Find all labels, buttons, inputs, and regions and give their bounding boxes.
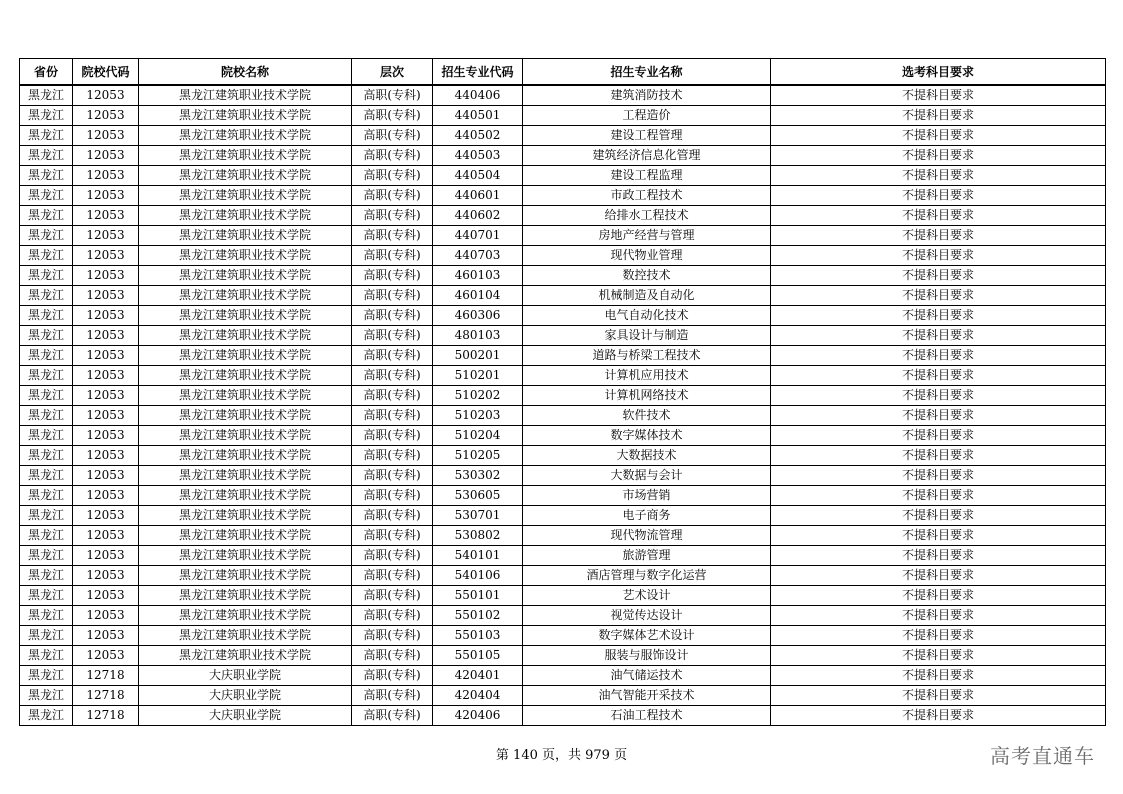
table-row [20, 666, 1106, 686]
cell-school-code: 12053 [73, 126, 139, 146]
cell-school-name: 黑龙江建筑职业技术学院 [139, 246, 352, 266]
table-row [20, 266, 1106, 286]
cell-major-code: 550102 [433, 606, 523, 626]
cell-school-code: 12053 [73, 546, 139, 566]
table-row [20, 346, 1106, 366]
cell-school-name: 黑龙江建筑职业技术学院 [139, 606, 352, 626]
table-body [20, 85, 1106, 726]
header-major-code: 招生专业代码 [433, 59, 523, 86]
cell-subject-requirement: 不提科目要求 [771, 186, 1106, 206]
cell-school-code: 12718 [73, 666, 139, 686]
cell-province: 黑龙江 [20, 626, 73, 646]
table-row [20, 186, 1106, 206]
cell-province: 黑龙江 [20, 206, 73, 226]
cell-province: 黑龙江 [20, 666, 73, 686]
cell-school-code: 12053 [73, 186, 139, 206]
cell-school-code: 12053 [73, 286, 139, 306]
cell-level: 高职(专科) [352, 206, 433, 226]
cell-school-name: 黑龙江建筑职业技术学院 [139, 466, 352, 486]
cell-major-code: 420406 [433, 706, 523, 726]
cell-major-name: 现代物流管理 [523, 526, 771, 546]
header-province: 省份 [20, 59, 73, 86]
table-row [20, 466, 1106, 486]
table-row [20, 366, 1106, 386]
cell-province: 黑龙江 [20, 586, 73, 606]
cell-province: 黑龙江 [20, 646, 73, 666]
cell-major-code: 420401 [433, 666, 523, 686]
cell-subject-requirement: 不提科目要求 [771, 526, 1106, 546]
cell-major-name: 房地产经营与管理 [523, 226, 771, 246]
cell-school-code: 12053 [73, 246, 139, 266]
cell-major-code: 510204 [433, 426, 523, 446]
cell-subject-requirement: 不提科目要求 [771, 626, 1106, 646]
cell-major-code: 440502 [433, 126, 523, 146]
cell-school-name: 黑龙江建筑职业技术学院 [139, 646, 352, 666]
cell-major-name: 大数据技术 [523, 446, 771, 466]
cell-school-code: 12053 [73, 106, 139, 126]
cell-level: 高职(专科) [352, 126, 433, 146]
cell-school-name: 黑龙江建筑职业技术学院 [139, 586, 352, 606]
cell-school-code: 12053 [73, 466, 139, 486]
table-row [20, 126, 1106, 146]
cell-school-name: 黑龙江建筑职业技术学院 [139, 206, 352, 226]
cell-level: 高职(专科) [352, 666, 433, 686]
cell-subject-requirement: 不提科目要求 [771, 646, 1106, 666]
cell-province: 黑龙江 [20, 386, 73, 406]
cell-subject-requirement: 不提科目要求 [771, 326, 1106, 346]
cell-level: 高职(专科) [352, 486, 433, 506]
cell-major-name: 建设工程管理 [523, 126, 771, 146]
cell-major-name: 机械制造及自动化 [523, 286, 771, 306]
cell-school-name: 黑龙江建筑职业技术学院 [139, 626, 352, 646]
cell-subject-requirement: 不提科目要求 [771, 226, 1106, 246]
cell-subject-requirement: 不提科目要求 [771, 466, 1106, 486]
header-school-name: 院校名称 [139, 59, 352, 86]
cell-subject-requirement: 不提科目要求 [771, 366, 1106, 386]
cell-level: 高职(专科) [352, 406, 433, 426]
cell-province: 黑龙江 [20, 186, 73, 206]
table-header-row [20, 59, 1106, 86]
cell-province: 黑龙江 [20, 466, 73, 486]
cell-school-code: 12053 [73, 526, 139, 546]
cell-school-code: 12053 [73, 426, 139, 446]
cell-major-code: 510202 [433, 386, 523, 406]
cell-school-code: 12053 [73, 85, 139, 106]
cell-school-code: 12053 [73, 226, 139, 246]
table-row [20, 106, 1106, 126]
cell-major-name: 建筑消防技术 [523, 85, 771, 106]
cell-major-name: 软件技术 [523, 406, 771, 426]
cell-level: 高职(专科) [352, 85, 433, 106]
cell-school-name: 黑龙江建筑职业技术学院 [139, 406, 352, 426]
cell-subject-requirement: 不提科目要求 [771, 406, 1106, 426]
cell-school-name: 黑龙江建筑职业技术学院 [139, 326, 352, 346]
cell-province: 黑龙江 [20, 686, 73, 706]
cell-major-name: 家具设计与制造 [523, 326, 771, 346]
cell-province: 黑龙江 [20, 706, 73, 726]
table-row [20, 606, 1106, 626]
cell-subject-requirement: 不提科目要求 [771, 666, 1106, 686]
header-subject-requirement: 选考科目要求 [771, 59, 1106, 86]
cell-major-name: 数字媒体艺术设计 [523, 626, 771, 646]
cell-school-code: 12053 [73, 626, 139, 646]
cell-school-name: 大庆职业学院 [139, 686, 352, 706]
cell-province: 黑龙江 [20, 146, 73, 166]
cell-school-code: 12053 [73, 506, 139, 526]
cell-level: 高职(专科) [352, 266, 433, 286]
cell-major-code: 440701 [433, 226, 523, 246]
table-row [20, 566, 1106, 586]
cell-subject-requirement: 不提科目要求 [771, 246, 1106, 266]
cell-level: 高职(专科) [352, 606, 433, 626]
cell-subject-requirement: 不提科目要求 [771, 126, 1106, 146]
cell-province: 黑龙江 [20, 286, 73, 306]
cell-subject-requirement: 不提科目要求 [771, 486, 1106, 506]
cell-major-name: 石油工程技术 [523, 706, 771, 726]
cell-major-name: 旅游管理 [523, 546, 771, 566]
cell-school-code: 12053 [73, 646, 139, 666]
cell-subject-requirement: 不提科目要求 [771, 85, 1106, 106]
cell-province: 黑龙江 [20, 306, 73, 326]
cell-major-code: 440703 [433, 246, 523, 266]
cell-major-code: 420404 [433, 686, 523, 706]
table-row [20, 486, 1106, 506]
table-row [20, 406, 1106, 426]
cell-major-code: 460306 [433, 306, 523, 326]
table-row [20, 226, 1106, 246]
cell-school-name: 黑龙江建筑职业技术学院 [139, 126, 352, 146]
cell-school-code: 12053 [73, 386, 139, 406]
table-row [20, 526, 1106, 546]
cell-level: 高职(专科) [352, 586, 433, 606]
cell-subject-requirement: 不提科目要求 [771, 386, 1106, 406]
cell-school-name: 黑龙江建筑职业技术学院 [139, 506, 352, 526]
cell-level: 高职(专科) [352, 186, 433, 206]
cell-subject-requirement: 不提科目要求 [771, 706, 1106, 726]
cell-school-code: 12053 [73, 206, 139, 226]
cell-major-name: 酒店管理与数字化运营 [523, 566, 771, 586]
cell-level: 高职(专科) [352, 646, 433, 666]
cell-major-name: 计算机应用技术 [523, 366, 771, 386]
cell-subject-requirement: 不提科目要求 [771, 106, 1106, 126]
table-row [20, 166, 1106, 186]
cell-school-name: 黑龙江建筑职业技术学院 [139, 286, 352, 306]
cell-province: 黑龙江 [20, 406, 73, 426]
cell-level: 高职(专科) [352, 146, 433, 166]
cell-subject-requirement: 不提科目要求 [771, 606, 1106, 626]
cell-major-code: 530802 [433, 526, 523, 546]
cell-level: 高职(专科) [352, 306, 433, 326]
cell-school-name: 黑龙江建筑职业技术学院 [139, 366, 352, 386]
cell-major-name: 艺术设计 [523, 586, 771, 606]
cell-school-name: 黑龙江建筑职业技术学院 [139, 426, 352, 446]
cell-school-name: 大庆职业学院 [139, 706, 352, 726]
table-row [20, 506, 1106, 526]
cell-major-name: 数字媒体技术 [523, 426, 771, 446]
cell-province: 黑龙江 [20, 426, 73, 446]
table-row [20, 306, 1106, 326]
table-row [20, 286, 1106, 306]
cell-major-code: 480103 [433, 326, 523, 346]
cell-school-name: 黑龙江建筑职业技术学院 [139, 166, 352, 186]
cell-major-name: 现代物业管理 [523, 246, 771, 266]
cell-major-code: 440602 [433, 206, 523, 226]
cell-major-code: 440504 [433, 166, 523, 186]
cell-major-name: 视觉传达设计 [523, 606, 771, 626]
cell-major-code: 440601 [433, 186, 523, 206]
table-row [20, 246, 1106, 266]
cell-level: 高职(专科) [352, 386, 433, 406]
cell-major-code: 530701 [433, 506, 523, 526]
cell-level: 高职(专科) [352, 166, 433, 186]
cell-subject-requirement: 不提科目要求 [771, 446, 1106, 466]
table-row [20, 546, 1106, 566]
cell-school-name: 黑龙江建筑职业技术学院 [139, 566, 352, 586]
cell-school-name: 黑龙江建筑职业技术学院 [139, 85, 352, 106]
cell-subject-requirement: 不提科目要求 [771, 166, 1106, 186]
cell-province: 黑龙江 [20, 226, 73, 246]
cell-level: 高职(专科) [352, 326, 433, 346]
table-row [20, 326, 1106, 346]
cell-school-code: 12053 [73, 446, 139, 466]
cell-province: 黑龙江 [20, 85, 73, 106]
table-row [20, 146, 1106, 166]
cell-subject-requirement: 不提科目要求 [771, 206, 1106, 226]
cell-school-code: 12053 [73, 566, 139, 586]
table-row [20, 586, 1106, 606]
cell-level: 高职(专科) [352, 526, 433, 546]
cell-province: 黑龙江 [20, 106, 73, 126]
cell-school-name: 黑龙江建筑职业技术学院 [139, 266, 352, 286]
cell-province: 黑龙江 [20, 546, 73, 566]
cell-school-code: 12053 [73, 406, 139, 426]
cell-school-code: 12053 [73, 486, 139, 506]
table-row [20, 686, 1106, 706]
cell-school-code: 12053 [73, 166, 139, 186]
cell-level: 高职(专科) [352, 426, 433, 446]
table-row [20, 446, 1106, 466]
cell-major-code: 500201 [433, 346, 523, 366]
cell-major-code: 530605 [433, 486, 523, 506]
cell-level: 高职(专科) [352, 706, 433, 726]
cell-school-code: 12053 [73, 326, 139, 346]
cell-major-code: 440406 [433, 85, 523, 106]
cell-school-name: 大庆职业学院 [139, 666, 352, 686]
table-row [20, 85, 1106, 106]
cell-province: 黑龙江 [20, 446, 73, 466]
cell-province: 黑龙江 [20, 506, 73, 526]
cell-level: 高职(专科) [352, 226, 433, 246]
cell-major-code: 510205 [433, 446, 523, 466]
cell-level: 高职(专科) [352, 366, 433, 386]
cell-school-name: 黑龙江建筑职业技术学院 [139, 346, 352, 366]
cell-major-name: 道路与桥梁工程技术 [523, 346, 771, 366]
cell-major-name: 工程造价 [523, 106, 771, 126]
cell-major-code: 550103 [433, 626, 523, 646]
cell-major-name: 服装与服饰设计 [523, 646, 771, 666]
header-level: 层次 [352, 59, 433, 86]
cell-school-name: 黑龙江建筑职业技术学院 [139, 226, 352, 246]
cell-major-code: 530302 [433, 466, 523, 486]
table-row [20, 626, 1106, 646]
cell-subject-requirement: 不提科目要求 [771, 266, 1106, 286]
cell-major-code: 460103 [433, 266, 523, 286]
cell-level: 高职(专科) [352, 626, 433, 646]
cell-school-code: 12053 [73, 366, 139, 386]
cell-school-code: 12053 [73, 306, 139, 326]
cell-major-name: 市政工程技术 [523, 186, 771, 206]
cell-province: 黑龙江 [20, 346, 73, 366]
cell-province: 黑龙江 [20, 266, 73, 286]
cell-school-code: 12718 [73, 706, 139, 726]
cell-major-name: 给排水工程技术 [523, 206, 771, 226]
cell-school-name: 黑龙江建筑职业技术学院 [139, 306, 352, 326]
cell-subject-requirement: 不提科目要求 [771, 346, 1106, 366]
cell-major-name: 大数据与会计 [523, 466, 771, 486]
cell-level: 高职(专科) [352, 686, 433, 706]
cell-province: 黑龙江 [20, 166, 73, 186]
cell-subject-requirement: 不提科目要求 [771, 586, 1106, 606]
cell-major-code: 550101 [433, 586, 523, 606]
cell-level: 高职(专科) [352, 506, 433, 526]
cell-province: 黑龙江 [20, 246, 73, 266]
cell-subject-requirement: 不提科目要求 [771, 566, 1106, 586]
cell-school-code: 12053 [73, 146, 139, 166]
cell-major-code: 440501 [433, 106, 523, 126]
cell-major-name: 建设工程监理 [523, 166, 771, 186]
cell-level: 高职(专科) [352, 466, 433, 486]
cell-subject-requirement: 不提科目要求 [771, 506, 1106, 526]
cell-school-code: 12718 [73, 686, 139, 706]
cell-province: 黑龙江 [20, 126, 73, 146]
cell-school-code: 12053 [73, 346, 139, 366]
cell-major-name: 油气储运技术 [523, 666, 771, 686]
cell-school-name: 黑龙江建筑职业技术学院 [139, 386, 352, 406]
cell-school-name: 黑龙江建筑职业技术学院 [139, 446, 352, 466]
table-row [20, 706, 1106, 726]
cell-school-name: 黑龙江建筑职业技术学院 [139, 106, 352, 126]
cell-major-code: 550105 [433, 646, 523, 666]
cell-subject-requirement: 不提科目要求 [771, 306, 1106, 326]
cell-province: 黑龙江 [20, 366, 73, 386]
cell-major-name: 电子商务 [523, 506, 771, 526]
table-row [20, 386, 1106, 406]
cell-school-name: 黑龙江建筑职业技术学院 [139, 146, 352, 166]
cell-subject-requirement: 不提科目要求 [771, 286, 1106, 306]
cell-subject-requirement: 不提科目要求 [771, 146, 1106, 166]
cell-level: 高职(专科) [352, 446, 433, 466]
cell-school-code: 12053 [73, 606, 139, 626]
cell-province: 黑龙江 [20, 566, 73, 586]
cell-level: 高职(专科) [352, 346, 433, 366]
table-row [20, 646, 1106, 666]
cell-major-code: 460104 [433, 286, 523, 306]
cell-major-code: 510203 [433, 406, 523, 426]
cell-major-code: 540106 [433, 566, 523, 586]
table-row [20, 426, 1106, 446]
cell-school-name: 黑龙江建筑职业技术学院 [139, 526, 352, 546]
cell-major-name: 数控技术 [523, 266, 771, 286]
cell-province: 黑龙江 [20, 486, 73, 506]
cell-major-name: 油气智能开采技术 [523, 686, 771, 706]
cell-major-code: 440503 [433, 146, 523, 166]
cell-subject-requirement: 不提科目要求 [771, 686, 1106, 706]
header-school-code: 院校代码 [73, 59, 139, 86]
cell-major-code: 510201 [433, 366, 523, 386]
cell-major-code: 540101 [433, 546, 523, 566]
cell-subject-requirement: 不提科目要求 [771, 546, 1106, 566]
cell-province: 黑龙江 [20, 326, 73, 346]
cell-level: 高职(专科) [352, 566, 433, 586]
cell-level: 高职(专科) [352, 246, 433, 266]
admissions-table [19, 58, 1106, 726]
brand-watermark: 高考直通车 [990, 744, 1095, 768]
page-number: 第 140 页，共 979 页 [495, 748, 628, 763]
cell-subject-requirement: 不提科目要求 [771, 426, 1106, 446]
header-major-name: 招生专业名称 [523, 59, 771, 86]
table-row [20, 206, 1106, 226]
cell-level: 高职(专科) [352, 286, 433, 306]
cell-school-code: 12053 [73, 266, 139, 286]
cell-province: 黑龙江 [20, 526, 73, 546]
cell-level: 高职(专科) [352, 546, 433, 566]
cell-province: 黑龙江 [20, 606, 73, 626]
cell-major-name: 电气自动化技术 [523, 306, 771, 326]
cell-school-name: 黑龙江建筑职业技术学院 [139, 546, 352, 566]
cell-level: 高职(专科) [352, 106, 433, 126]
cell-major-name: 计算机网络技术 [523, 386, 771, 406]
cell-major-name: 建筑经济信息化管理 [523, 146, 771, 166]
cell-school-name: 黑龙江建筑职业技术学院 [139, 186, 352, 206]
cell-school-name: 黑龙江建筑职业技术学院 [139, 486, 352, 506]
cell-school-code: 12053 [73, 586, 139, 606]
cell-major-name: 市场营销 [523, 486, 771, 506]
